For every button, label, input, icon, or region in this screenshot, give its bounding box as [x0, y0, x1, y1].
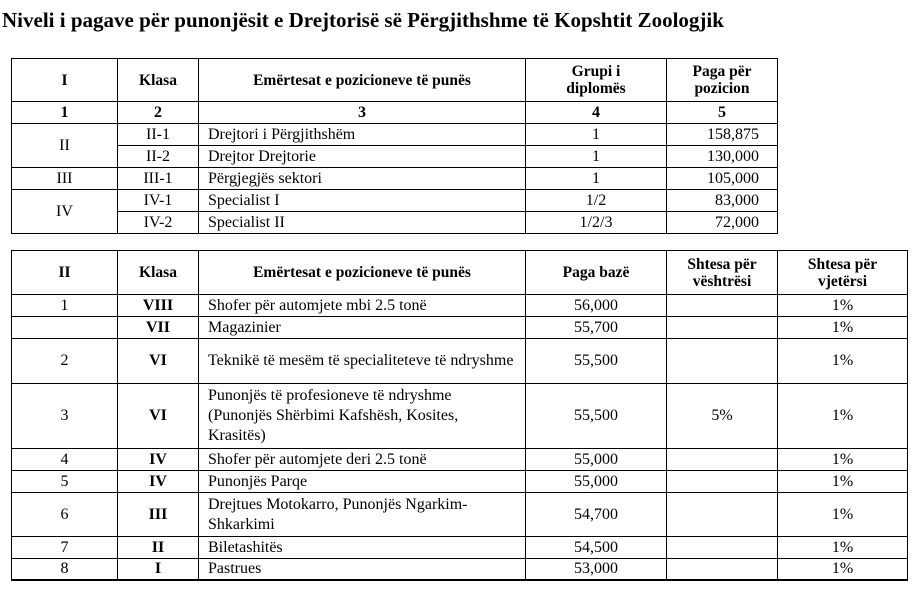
- klasa-cell: IV-2: [118, 212, 199, 234]
- header-grupi-diplomes: [526, 59, 667, 102]
- header-vjetersi-line1: Shtesa për: [807, 255, 878, 273]
- table-row: [12, 295, 908, 317]
- column-number: 2: [118, 102, 199, 124]
- salary-table-level-ii: [11, 250, 908, 581]
- vjetersi-cell: 1%: [778, 559, 908, 581]
- table-row: [12, 339, 908, 384]
- vjetersi-cell: 1%: [778, 317, 908, 339]
- level-cell: II: [12, 124, 118, 168]
- header-veshtresi-line1: Shtesa për: [687, 255, 757, 273]
- position-cell: Përgjegjës sektori: [199, 168, 526, 190]
- document-title: Niveli i pagave për punonjësit e Drejtorisë së Përgjithshme të Kopshtit Zoologjik: [2, 8, 724, 32]
- vjetersi-cell: 1%: [778, 384, 908, 449]
- position-cell: Shofer për automjete deri 2.5 tonë: [199, 449, 526, 471]
- paga-baze-cell: 55,700: [526, 317, 667, 339]
- vjetersi-cell: 1%: [778, 449, 908, 471]
- nr-cell: 4: [12, 449, 118, 471]
- table-row: [12, 493, 908, 537]
- table-row: [12, 317, 908, 339]
- nr-cell: 3: [12, 384, 118, 449]
- position-cell: Punonjës të profesioneve të ndryshme (Punonjës Shërbimi Kafshësh, Kosites, Krasitës): [199, 384, 526, 449]
- klasa-cell: VIII: [118, 295, 199, 317]
- klasa-cell: VI: [118, 339, 199, 384]
- header-position: Emërtesat e pozicioneve të punës: [199, 59, 526, 102]
- header-shtesa-vjetersi: [778, 251, 908, 295]
- veshtresi-cell: [667, 493, 778, 537]
- header-paga-line1: Paga për: [692, 63, 752, 80]
- position-cell: Specialist II: [199, 212, 526, 234]
- veshtresi-cell: [667, 471, 778, 493]
- column-number: 5: [667, 102, 778, 124]
- level-cell: III: [12, 168, 118, 190]
- klasa-cell: III: [118, 493, 199, 537]
- klasa-cell: VI: [118, 384, 199, 449]
- table1-header-row: [12, 59, 778, 102]
- header-position: Emërtesat e pozicioneve të punës: [199, 251, 526, 295]
- header-klasa: Klasa: [118, 59, 199, 102]
- position-cell: Drejtori i Përgjithshëm: [199, 124, 526, 146]
- header-grupi-line2: diplomës: [566, 80, 626, 97]
- salary-table-level-i: [11, 58, 778, 234]
- paga-cell: 72,000: [667, 212, 778, 234]
- veshtresi-cell: [667, 317, 778, 339]
- klasa-cell: IV: [118, 471, 199, 493]
- table-row: [12, 471, 908, 493]
- column-number: 4: [526, 102, 667, 124]
- table-row: [12, 212, 778, 234]
- vjetersi-cell: 1%: [778, 537, 908, 559]
- table-row: [12, 384, 908, 449]
- header-paga-line2: pozicion: [694, 80, 750, 97]
- header-level: II: [12, 251, 118, 295]
- header-grupi-line1: Grupi i: [571, 63, 621, 80]
- nr-cell: 2: [12, 339, 118, 384]
- veshtresi-cell: [667, 339, 778, 384]
- position-cell: Shofer për automjete mbi 2.5 tonë: [199, 295, 526, 317]
- paga-cell: 158,875: [667, 124, 778, 146]
- paga-cell: 130,000: [667, 146, 778, 168]
- klasa-cell: I: [118, 559, 199, 581]
- klasa-cell: II-2: [118, 146, 199, 168]
- paga-baze-cell: 55,500: [526, 384, 667, 449]
- klasa-cell: IV-1: [118, 190, 199, 212]
- nr-cell: 1: [12, 295, 118, 317]
- position-cell: Specialist I: [199, 190, 526, 212]
- table-row: [12, 559, 908, 581]
- veshtresi-cell: [667, 537, 778, 559]
- nr-cell: 7: [12, 537, 118, 559]
- table-row: [12, 124, 778, 146]
- position-cell: Magazinier: [199, 317, 526, 339]
- klasa-cell: III-1: [118, 168, 199, 190]
- nr-cell: [12, 317, 118, 339]
- veshtresi-cell: [667, 295, 778, 317]
- vjetersi-cell: 1%: [778, 471, 908, 493]
- klasa-cell: IV: [118, 449, 199, 471]
- grupi-cell: 1: [526, 124, 667, 146]
- grupi-cell: 1: [526, 168, 667, 190]
- table1-numbering-row: [12, 102, 778, 124]
- position-cell: Drejtues Motokarro, Punonjës Ngarkim-Shkarkimi: [199, 493, 526, 537]
- veshtresi-cell: 5%: [667, 384, 778, 449]
- nr-cell: 5: [12, 471, 118, 493]
- position-cell: Punonjës Parqe: [199, 471, 526, 493]
- table-row: [12, 537, 908, 559]
- paga-baze-cell: 53,000: [526, 559, 667, 581]
- nr-cell: 6: [12, 493, 118, 537]
- nr-cell: 8: [12, 559, 118, 581]
- level-cell: IV: [12, 190, 118, 234]
- table-row: [12, 146, 778, 168]
- klasa-cell: VII: [118, 317, 199, 339]
- klasa-cell: II-1: [118, 124, 199, 146]
- klasa-cell: II: [118, 537, 199, 559]
- header-level: I: [12, 59, 118, 102]
- grupi-cell: 1: [526, 146, 667, 168]
- column-number: 1: [12, 102, 118, 124]
- vjetersi-cell: 1%: [778, 295, 908, 317]
- table-row: [12, 449, 908, 471]
- column-number: 3: [199, 102, 526, 124]
- grupi-cell: 1/2: [526, 190, 667, 212]
- grupi-cell: 1/2/3: [526, 212, 667, 234]
- header-vjetersi-line2: vjetërsi: [817, 272, 868, 290]
- paga-baze-cell: 54,500: [526, 537, 667, 559]
- table-row: [12, 190, 778, 212]
- table2-header-row: [12, 251, 908, 295]
- header-paga-per-pozicion: [667, 59, 778, 102]
- position-cell: Teknikë të mesëm të specialiteteve të ndryshme: [199, 339, 526, 384]
- vjetersi-cell: 1%: [778, 339, 908, 384]
- paga-baze-cell: 55,500: [526, 339, 667, 384]
- header-veshtresi-line2: vështrësi: [692, 272, 752, 290]
- paga-baze-cell: 55,000: [526, 471, 667, 493]
- veshtresi-cell: [667, 449, 778, 471]
- header-paga-baze: Paga bazë: [526, 251, 667, 295]
- paga-baze-cell: 56,000: [526, 295, 667, 317]
- position-cell: Drejtor Drejtorie: [199, 146, 526, 168]
- paga-cell: 83,000: [667, 190, 778, 212]
- paga-baze-cell: 54,700: [526, 493, 667, 537]
- table-row: [12, 168, 778, 190]
- header-klasa: Klasa: [118, 251, 199, 295]
- header-shtesa-veshtresi: [667, 251, 778, 295]
- position-cell: Pastrues: [199, 559, 526, 581]
- veshtresi-cell: [667, 559, 778, 581]
- paga-baze-cell: 55,000: [526, 449, 667, 471]
- vjetersi-cell: 1%: [778, 493, 908, 537]
- paga-cell: 105,000: [667, 168, 778, 190]
- position-cell: Biletashitës: [199, 537, 526, 559]
